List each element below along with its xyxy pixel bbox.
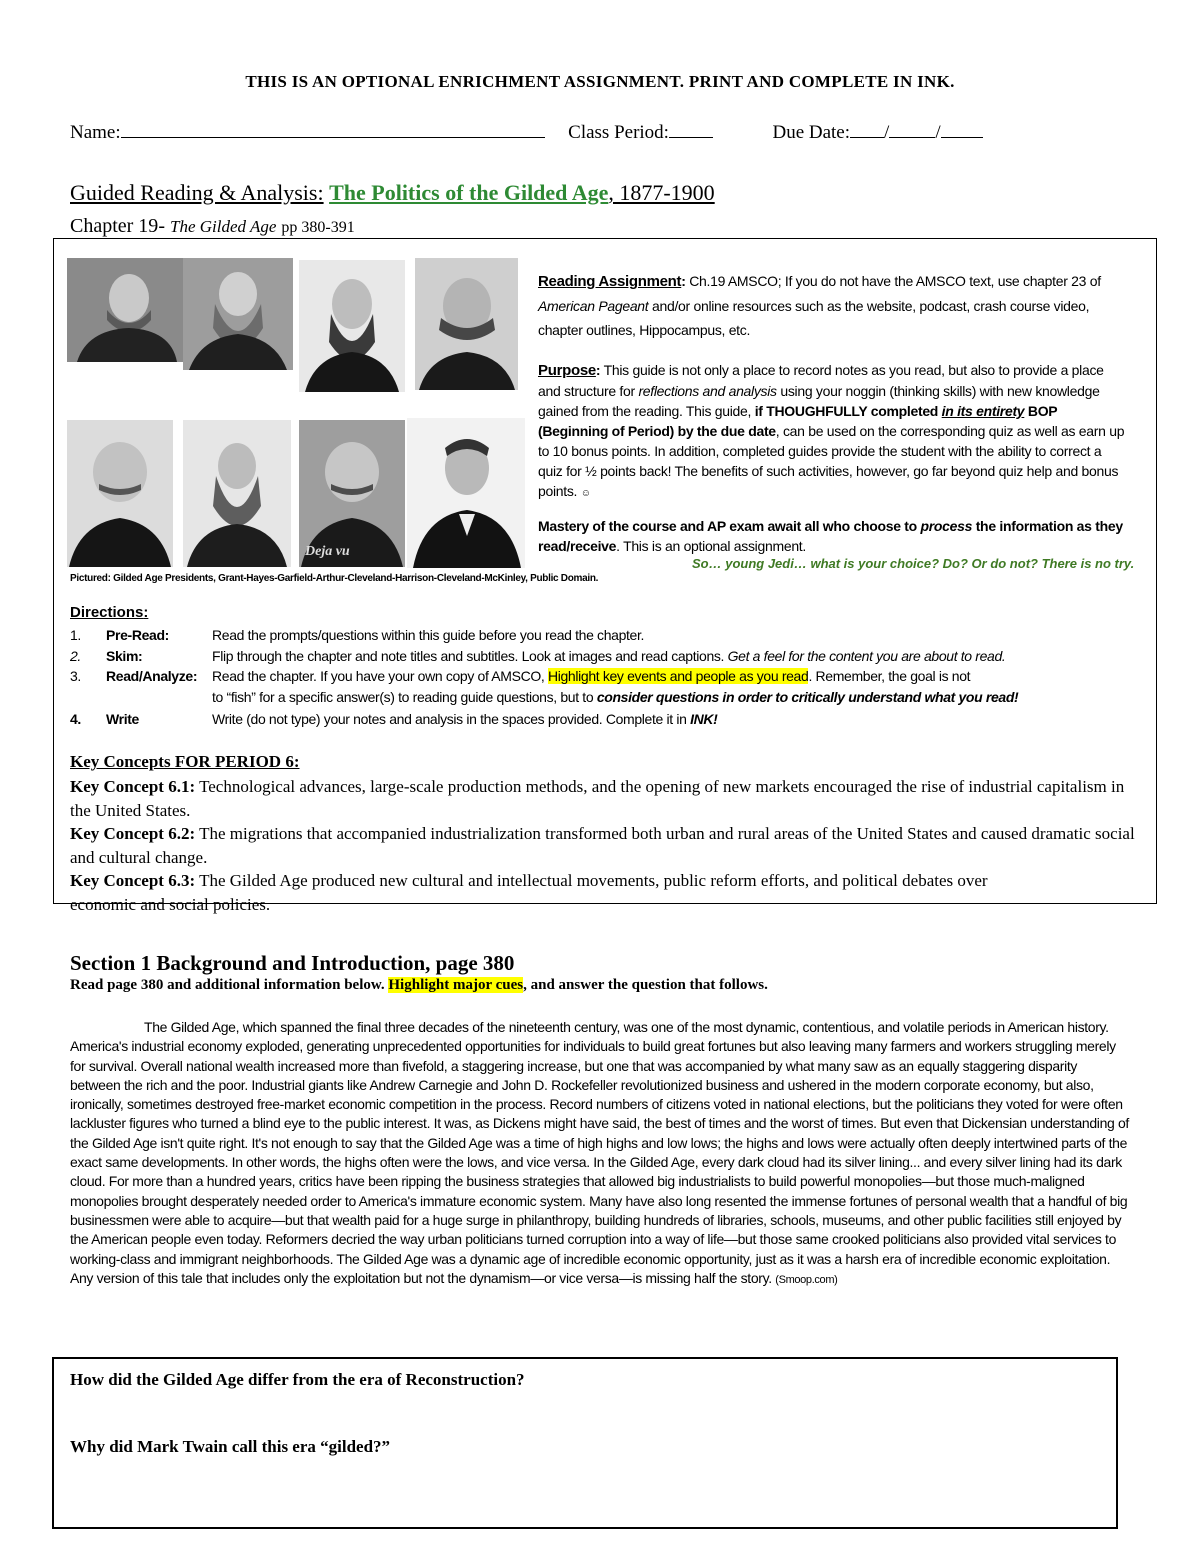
portrait-arthur: [415, 258, 518, 390]
portrait-harrison: [183, 420, 291, 567]
key-concept-text: The migrations that accompanied industrialization transformed both urban and rural areas of the United States and caused dramatic social and cultural change.: [70, 824, 1135, 867]
direction-description: [212, 648, 1005, 664]
deja-vu-label: Deja vu: [305, 544, 350, 559]
purpose-text-5: in its entirety: [941, 403, 1025, 419]
section-1-instructions: [70, 977, 768, 994]
section-1-instructions-text: Read page 380 and additional information below.: [70, 977, 389, 993]
direction-term: Read/Analyze:: [106, 668, 198, 684]
due-date-year-field[interactable]: [941, 121, 983, 138]
direction-description: Read the prompts/questions within this guide before you read the chapter.: [212, 627, 645, 643]
purpose-text-1: This guide is not only a place to record notes as you read, but also to provide a place and structure for: [538, 362, 1104, 399]
class-period-label: Class Period:: [568, 122, 669, 143]
reading-assignment-book: American Pageant: [538, 298, 649, 314]
key-concept-text: Technological advances, large-scale production methods, and the opening of new markets encouraged the rise of industrial capitalism in the United States.: [70, 777, 1125, 820]
jedi-quote: So… young Jedi… what is your choice? Do? Or do not? There is no try.: [692, 556, 1135, 571]
title-years: , 1877-1900: [608, 180, 715, 205]
name-label: Name:: [70, 122, 121, 143]
section-1-highlight: Highlight major cues: [388, 977, 524, 993]
due-date-day-field[interactable]: [889, 121, 935, 138]
key-concept: [70, 869, 1050, 916]
question-2: Why did Mark Twain call this era “gilded?”: [70, 1437, 391, 1456]
purpose-label: Purpose: [538, 362, 596, 379]
directions-heading-text: Directions: [70, 604, 144, 621]
due-date-month-field[interactable]: [850, 121, 884, 138]
mastery-text-2: process: [920, 518, 973, 534]
section-1-instructions-text-2: , and answer the question that follows.: [523, 977, 768, 993]
title-topic: The Politics of the Gilded Age: [329, 180, 609, 205]
portrait-hayes: [183, 258, 293, 370]
purpose-text-7: , can be used on the corresponding quiz as well as earn up to 10 bonus points. In addition, completed guides provide the student with the ability to correct a quiz for ½ points back! The benefits of such activities, however, go far beyond quiz help and bonus points.: [538, 423, 1125, 499]
direction-description: [212, 689, 1018, 705]
question-1: How did the Gilded Age differ from the era of Reconstruction?: [70, 1370, 525, 1389]
photo-caption: Pictured: Gilded Age Presidents, Grant-Hayes-Garfield-Arthur-Cleveland-Harrison-Cleveland-McKinley, Public Domain.: [70, 573, 599, 584]
direction-description-text: Read the chapter. If you have your own copy of AMSCO,: [212, 668, 548, 684]
purpose-text-3: using your noggin (thinking skills) with new knowledge gained from the reading. This guide,: [538, 383, 1100, 419]
title-prefix: Guided Reading & Analysis:: [70, 180, 324, 205]
direction-term: Skim:: [106, 648, 143, 664]
key-concept: [70, 822, 1140, 869]
direction-description-text-2: . Remember, the goal is not: [808, 668, 971, 684]
directions-heading-colon: :: [143, 604, 149, 621]
date-separator: /: [935, 122, 941, 143]
purpose-text-6: BOP (Beginning of Period) by the due date: [538, 403, 1058, 439]
direction-description-emphasis: consider questions in order to critically understand what you read!: [596, 689, 1019, 705]
chapter-line: [70, 215, 355, 238]
direction-description-text-3: to “fish” for a specific answer(s) to reading guide questions, but to: [212, 689, 597, 705]
date-separator: /: [884, 122, 890, 143]
mastery-text-1: Mastery of the course and AP exam await all who choose to: [538, 518, 921, 534]
name-field[interactable]: [121, 121, 545, 138]
chapter-pages: pp 380-391: [281, 219, 355, 236]
due-date-label: Due Date:: [772, 122, 851, 143]
portrait-cleveland: [67, 420, 173, 567]
direction-number: 3.: [70, 668, 81, 684]
page-title: [70, 180, 715, 206]
purpose-text-4: if THOUGHFULLY completed: [754, 403, 942, 419]
background-paragraph-text: The Gilded Age, which spanned the final three decades of the nineteenth century, was one of the most dynamic, contentious, and volatile periods in American history. America's industrial economy exploded, generating unprecedented opportunities for individuals to build great fortunes but also leaving many farmers and workers struggling merely for survival. Overall national wealth increased more than fivefold, a staggering increase, but one that was accompanied by what many saw as an equally staggering disparity between the rich and the poor. Industrial giants like Andrew Carnegie and John D. Rockefeller revolutionized business and ushered in the modern corporate economy, but also, ironically, sometimes destroyed free-market economic competition in the process. Record numbers of citizens voted in national elections, but the politicians they voted for were often lackluster figures who turned a blind eye to the public interest. It was, as Dickens might have said, the best of times and the worst of times. But even that Dickensian understanding of the Gilded Age isn't quite right. It's not enough to say that the Gilded Age was a time of high highs and low lows; the highs and lows were actually often deeply intertwined parts of the exact same developments. In other words, the highs often were the lows, and vice versa. In the Gilded Age, every dark cloud had its silver lining... and every silver lining had its dark cloud. For more than a hundred years, critics have been ripping the business strategies that allowed big industrialists to build powerful monopolies—but those much-maligned monopolies brought desperately needed order to America's immature economic system. Many have also long resented the immense fortunes of personal wealth that a handful of big businessmen were able to acquire—but that wealth paid for a huge surge in philanthropy, building hundreds of libraries, schools, museums, and other public facilities still enjoyed by the American people even today. Reformers decried the way urban politicians turned corruption into a way of life—but those same crooked politicians also provided vital services to working-class and immigrant neighborhoods. The Gilded Age was a dynamic age of incredible economic opportunity, just as it was a harsh era of incredible economic exploitation. Any version of this tale that includes only the exploitation but not the dynamism—or vice versa—is missing half the story.: [70, 1019, 1129, 1286]
mastery-statement: [538, 516, 1128, 556]
background-paragraph: [70, 1018, 1130, 1290]
reading-assignment-colon: :: [681, 273, 686, 289]
section-1-heading: Section 1 Background and Introduction, page 380: [70, 951, 515, 975]
key-concepts-heading: Key Concepts FOR PERIOD 6:: [70, 752, 300, 771]
directions-heading: [70, 604, 148, 621]
chapter-number: Chapter 19: [70, 215, 159, 237]
portrait-mckinley: [407, 418, 525, 568]
mastery-text-4: . This is an optional assignment.: [616, 538, 806, 554]
direction-description: [212, 668, 970, 684]
direction-number: 2.: [70, 648, 81, 664]
direction-description-emphasis: Get a feel for the content you are about to read.: [727, 648, 1006, 664]
direction-description-emphasis: INK!: [690, 711, 718, 727]
portrait-cleveland-second-term: [299, 420, 405, 567]
key-concept: [70, 775, 1140, 822]
purpose-colon: :: [595, 362, 601, 378]
reading-assignment: [538, 269, 1128, 342]
reading-assignment-text: Ch.19 AMSCO; If you do not have the AMSCO text, use chapter 23 of: [685, 273, 1101, 289]
key-concept-label: Key Concept 6.2:: [70, 824, 196, 843]
direction-description-text: Write (do not type) your notes and analysis in the spaces provided. Complete it in: [212, 711, 691, 727]
purpose-text-2: reflections and analysis: [638, 383, 777, 399]
direction-term: Write: [106, 711, 139, 727]
direction-highlight: Highlight key events and people as you read: [547, 668, 809, 684]
direction-description: [212, 711, 717, 727]
chapter-title: The Gilded Age: [169, 217, 277, 236]
paragraph-source: (Smoop.com): [775, 1273, 838, 1286]
portrait-grant: [67, 258, 183, 362]
class-period-field[interactable]: [669, 121, 713, 138]
chapter-dash: -: [158, 215, 165, 237]
assignment-banner: THIS IS AN OPTIONAL ENRICHMENT ASSIGNMENT. PRINT AND COMPLETE IN INK.: [245, 72, 955, 91]
direction-term: Pre-Read:: [106, 627, 169, 643]
mastery-text-3: the information as they read/receive: [538, 518, 1123, 554]
portrait-garfield: [299, 260, 405, 392]
direction-number: 1.: [70, 627, 81, 643]
student-info-line: [70, 121, 983, 144]
reading-assignment-label: Reading Assignment: [538, 273, 682, 290]
key-concept-label: Key Concept 6.1:: [70, 777, 196, 796]
purpose: [538, 360, 1128, 504]
direction-description-text: Flip through the chapter and note titles and subtitles. Look at images and read captions.: [212, 648, 728, 664]
reading-assignment-text-2: and/or online resources such as the website, podcast, crash course video, chapter outlines, Hippocampus, etc.: [538, 298, 1090, 338]
key-concept-label: Key Concept 6.3:: [70, 871, 196, 890]
smiley-icon: ☺: [580, 488, 591, 499]
key-concept-text: The Gilded Age produced new cultural and intellectual movements, public reform efforts, and political debates over economic and social policies.: [70, 871, 988, 914]
direction-number: 4.: [70, 711, 81, 727]
